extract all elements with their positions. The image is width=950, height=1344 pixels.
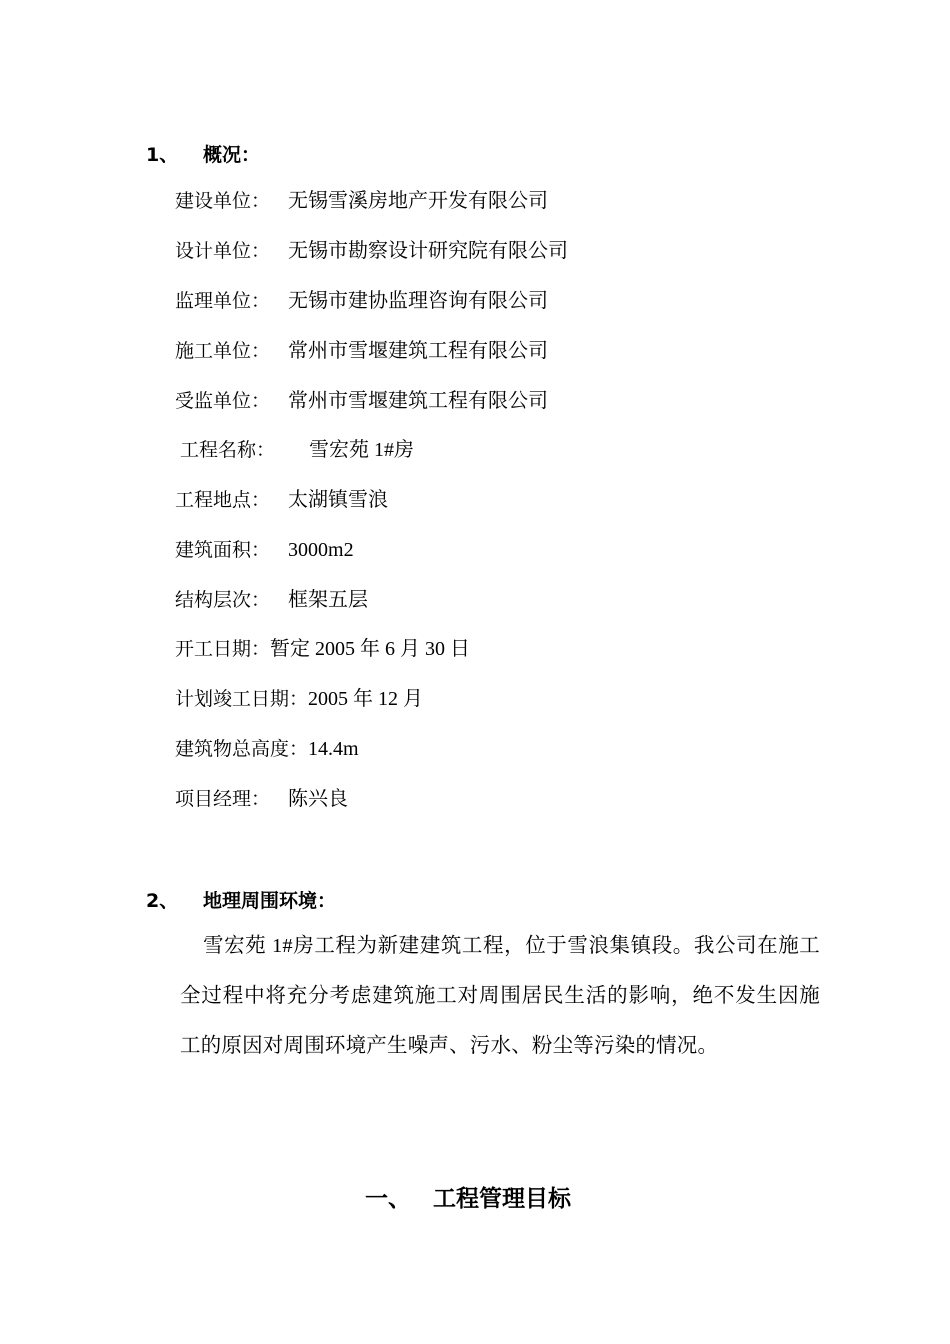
info-row-structure — [175, 587, 368, 612]
info-label: 工程名称： — [180, 439, 276, 461]
section-2-title: 地理周围环境： — [203, 890, 337, 912]
chapter-number: 一、 — [365, 1186, 411, 1212]
section-2-number: 2、 — [146, 890, 179, 912]
info-value: 常州市雪堰建筑工程有限公司 — [288, 340, 549, 362]
info-label: 结构层次： — [175, 589, 271, 611]
info-value: 陈兴良 — [288, 788, 349, 810]
info-row-builder — [175, 188, 548, 213]
section-1-number: 1、 — [146, 144, 179, 166]
info-label: 受监单位： — [175, 390, 271, 412]
info-value: 太湖镇雪浪 — [288, 489, 389, 511]
info-label: 建筑物总高度： — [175, 738, 309, 760]
info-row-floor-area — [175, 537, 354, 562]
info-value: 2005 年 12 月 — [308, 688, 424, 710]
info-row-inspected-unit — [175, 388, 548, 413]
info-value: 常州市雪堰建筑工程有限公司 — [288, 390, 549, 412]
info-value: 14.4m — [308, 738, 359, 760]
info-row-designer — [175, 238, 568, 263]
info-label: 监理单位： — [175, 290, 271, 312]
info-label: 建筑面积： — [175, 539, 271, 561]
info-label: 项目经理： — [175, 788, 271, 810]
info-row-project-name — [180, 437, 414, 462]
chapter-title: 工程管理目标 — [433, 1186, 571, 1212]
info-label: 设计单位： — [175, 240, 271, 262]
info-value: 框架五层 — [288, 589, 369, 611]
info-label: 计划竣工日期： — [175, 688, 309, 710]
info-label: 开工日期： — [175, 638, 271, 660]
section-2-heading — [146, 886, 336, 913]
info-value: 无锡市建协监理咨询有限公司 — [288, 290, 549, 312]
info-label: 工程地点： — [175, 489, 271, 511]
info-value: 雪宏苑 1#房 — [309, 439, 415, 461]
info-row-project-manager — [175, 786, 348, 811]
info-value: 3000m2 — [288, 539, 354, 561]
info-label: 施工单位： — [175, 340, 271, 362]
section-1-title: 概况： — [203, 144, 261, 166]
info-row-project-location — [175, 487, 388, 512]
chapter-heading — [365, 1180, 571, 1213]
info-value: 无锡市勘察设计研究院有限公司 — [288, 240, 569, 262]
info-value: 暂定 2005 年 6 月 30 日 — [270, 638, 471, 660]
info-value: 无锡雪溪房地产开发有限公司 — [288, 190, 549, 212]
info-row-building-height — [175, 736, 359, 761]
section-2-paragraph: 雪宏苑 1#房工程为新建建筑工程，位于雪浪集镇段。我公司在施工全过程中将充分考虑建筑施工对周围居民生活的影响，绝不发生因施工的原因对周围环境产生噪声、污水、粉尘等污染的情况。 — [180, 935, 820, 1057]
info-row-completion-date — [175, 686, 423, 711]
info-row-start-date — [175, 636, 470, 661]
section-1-heading — [146, 140, 260, 167]
info-label: 建设单位： — [175, 190, 271, 212]
info-row-supervisor — [175, 288, 548, 313]
info-row-contractor — [175, 338, 548, 363]
